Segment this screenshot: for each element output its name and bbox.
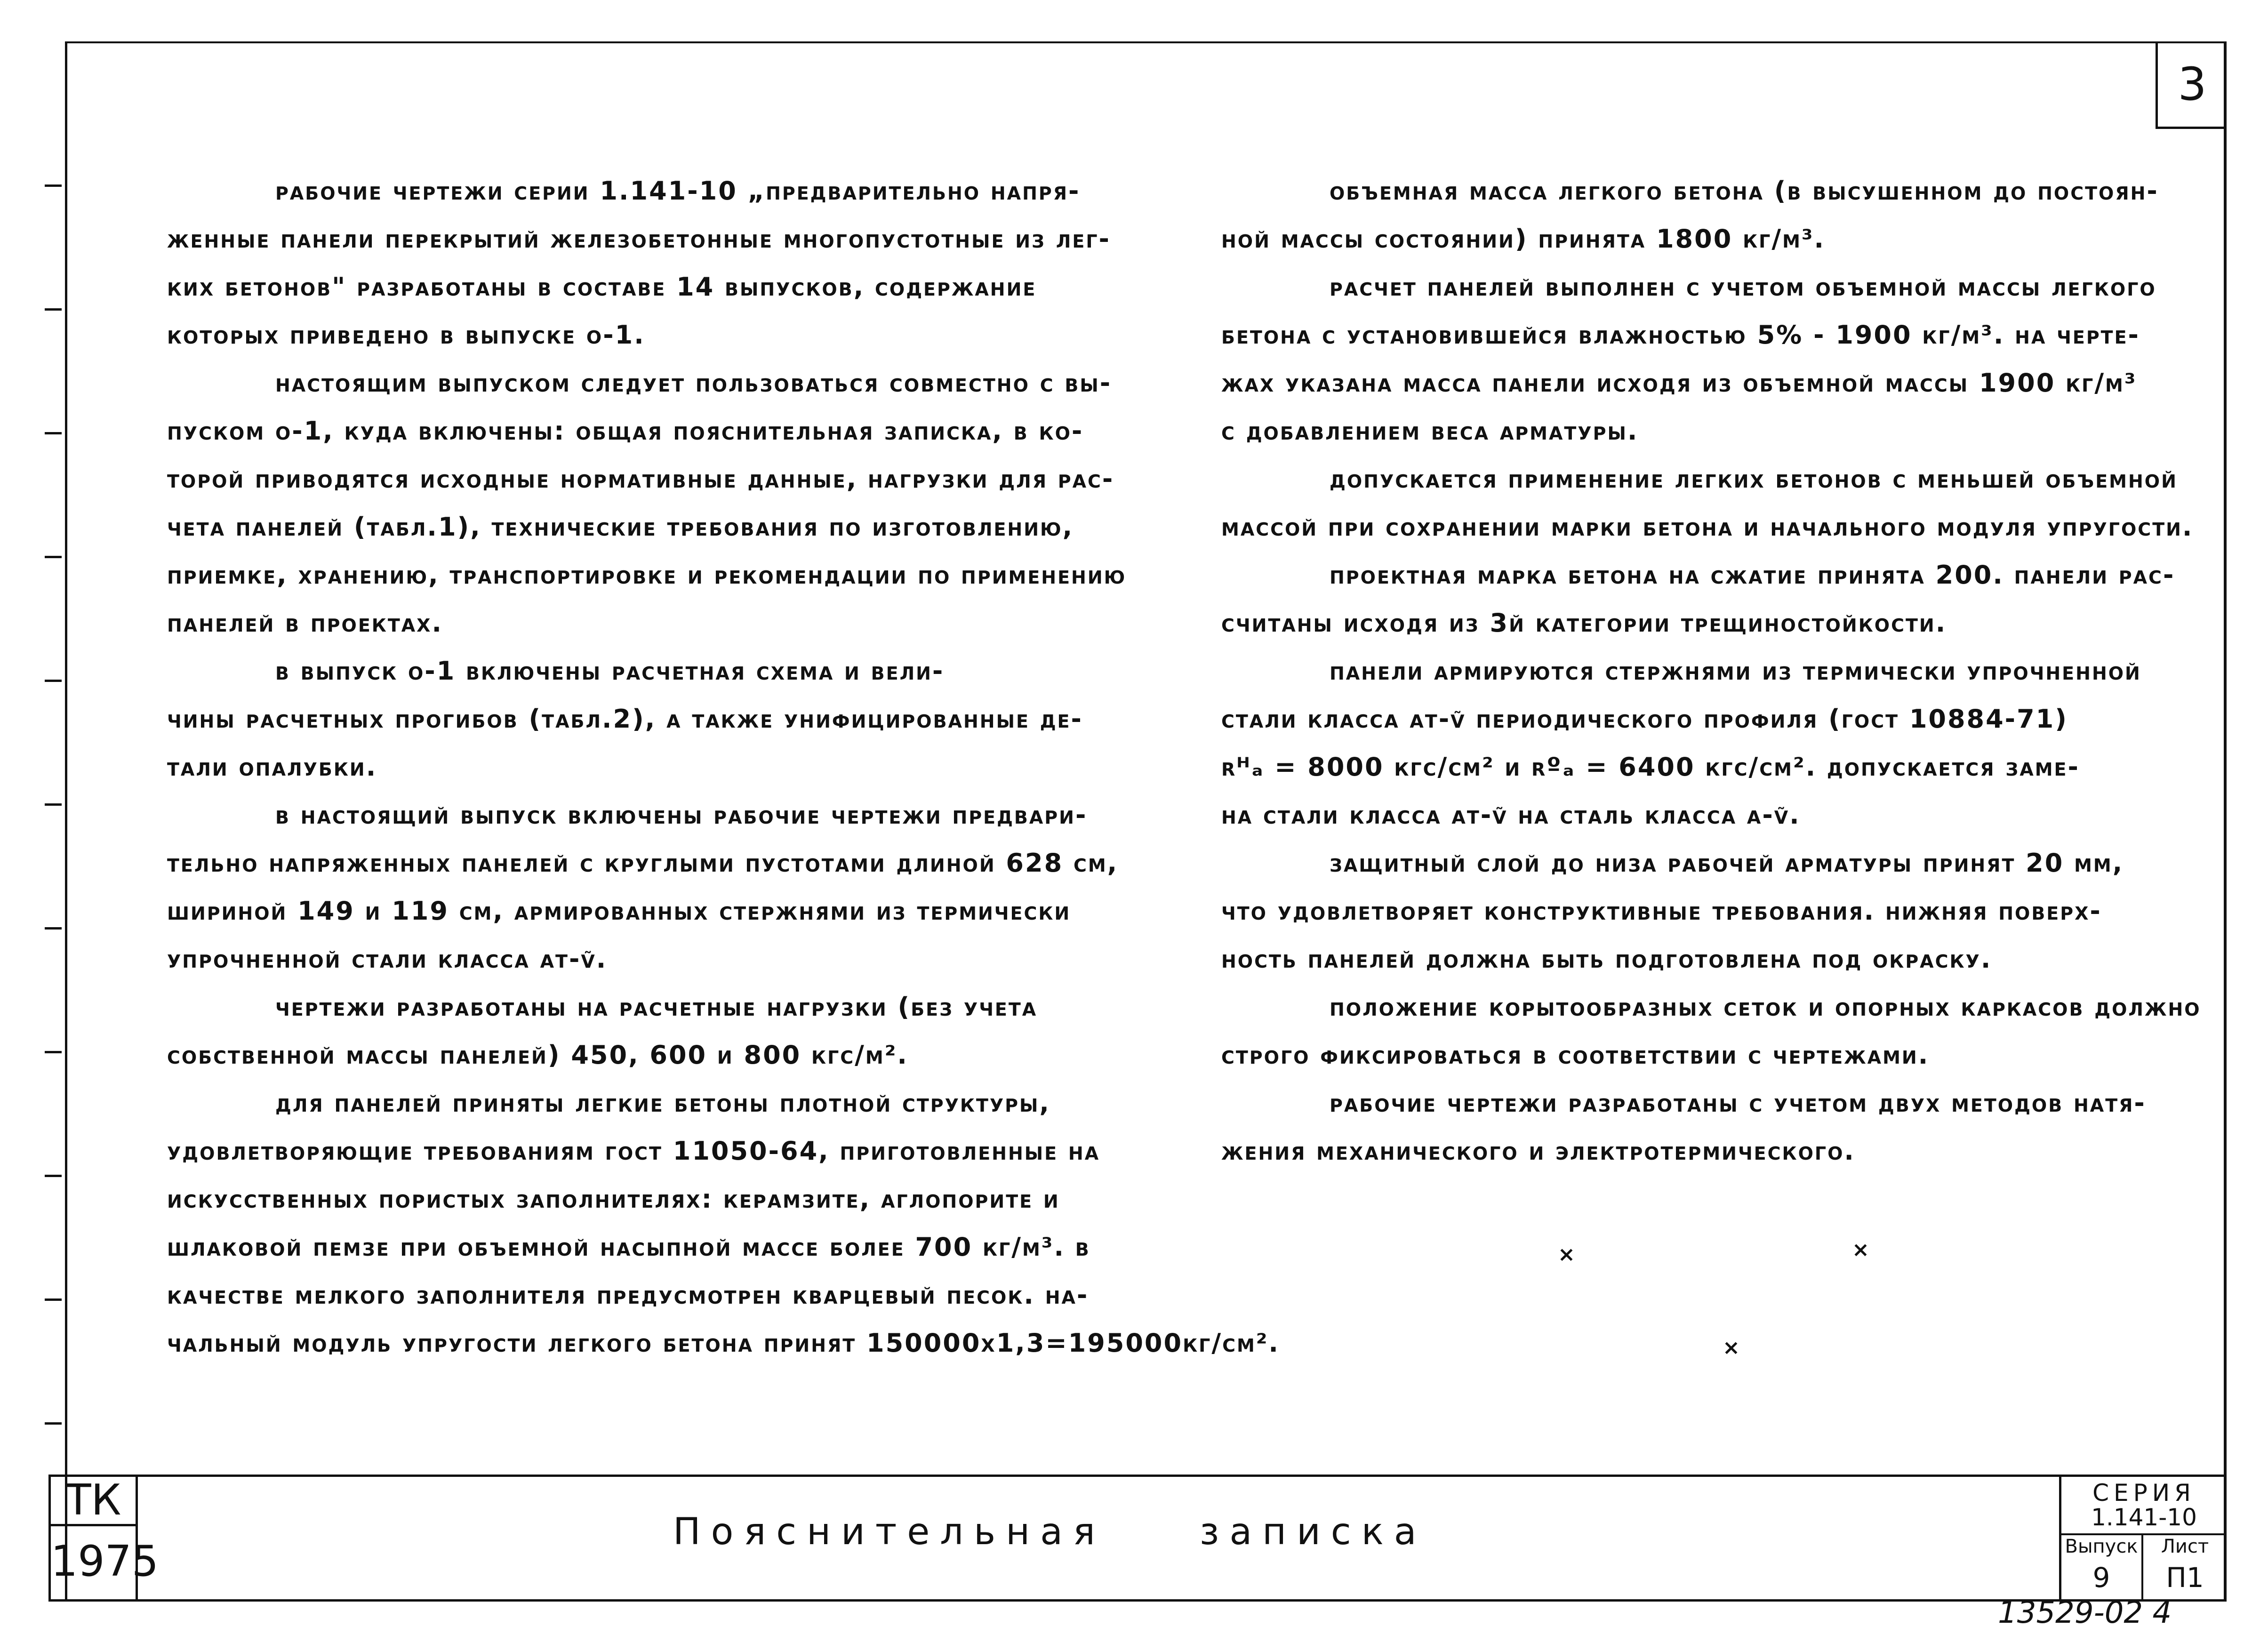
text-line: жения механического и электротермического.	[1221, 1136, 1855, 1166]
issue-value: 9	[2092, 1562, 2110, 1594]
paragraph	[167, 359, 1221, 647]
text-line: что удовлетворяет конструктивные требования. нижняя поверх-	[1221, 896, 2102, 926]
archive-stamp: 13529-02 4	[1998, 1595, 2172, 1630]
text-line: в настоящий выпуск включены рабочие чертежи предвари-	[275, 800, 1088, 830]
document-title-word2: записка	[1199, 1511, 1427, 1553]
paragraph	[1221, 455, 2194, 551]
text-line: рабочие чертежи серии 1.141-10 „предварительно напря-	[275, 176, 1081, 206]
margin-tick	[45, 432, 62, 434]
paragraph	[1221, 263, 2172, 455]
issue-label: Выпуск	[2065, 1536, 2138, 1557]
paragraph	[167, 791, 1221, 983]
text-line: шириной 149 и 119 см, армированных стержнями из термически	[167, 896, 1071, 926]
paragraph	[1221, 167, 2172, 263]
text-line: качестве мелкого заполнителя предусмотрен кварцевый песок. на-	[167, 1280, 1089, 1310]
paragraph	[167, 1079, 1280, 1367]
paragraph	[1221, 647, 2172, 839]
text-line: панелей в проектах.	[167, 608, 443, 638]
text-line: панели армируются стержнями из термически упрочненной	[1330, 656, 2141, 686]
text-line: положение корытообразных сеток и опорных каркасов должно	[1330, 992, 2201, 1022]
left-text-column	[167, 167, 1280, 1367]
text-line: торой приводятся исходные нормативные данные, нагрузки для рас-	[167, 464, 1114, 494]
series-label: СЕРИЯ	[2092, 1479, 2196, 1507]
paragraph	[167, 647, 1221, 791]
text-line: rᴴₐ = 8000 кгс/см² и rºₐ = 6400 кгс/см². допускается заме-	[1221, 752, 2080, 782]
margin-tick	[45, 803, 62, 806]
paragraph	[1221, 551, 2175, 647]
series-code: 1.141-10	[2091, 1504, 2197, 1531]
text-line: упрочненной стали класса ат-ṽ.	[167, 944, 608, 974]
text-line: искусственных пористых заполнителях: керамзите, аглопорите и	[167, 1184, 1060, 1214]
text-line: которых приведено в выпуске о-1.	[167, 320, 645, 350]
divider	[2061, 1533, 2227, 1535]
sheet-number: 3	[2156, 41, 2227, 129]
text-line: тельно напряженных панелей с круглыми пустотами длиной 628 см,	[167, 848, 1119, 878]
text-line: чальный модуль упругости легкого бетона принят 150000х1,3=195000кг/см².	[167, 1328, 1280, 1358]
text-line: с добавлением веса арматуры.	[1221, 416, 1639, 446]
document-title-word1: Пояснительная	[673, 1511, 1106, 1553]
text-line: бетона с установившейся влажностью 5% - 1900 кг/м³. на черте-	[1221, 320, 2140, 350]
text-line: для панелей приняты легкие бетоны плотной структуры,	[275, 1088, 1050, 1118]
text-line: тали опалубки.	[167, 752, 377, 782]
text-line: ких бетонов" разработаны в составе 14 выпусков, содержание	[167, 272, 1037, 302]
text-line: объемная масса легкого бетона (в высушенном до постоян-	[1330, 176, 2159, 206]
text-line: женные панели перекрытий железобетонные многопустотные из лег-	[167, 224, 1111, 254]
paragraph	[167, 167, 1221, 359]
paragraph	[167, 983, 1221, 1079]
margin-tick	[45, 680, 62, 682]
text-line: пуском о-1, куда включены: общая пояснительная записка, в ко-	[167, 416, 1084, 446]
text-line: расчет панелей выполнен с учетом объемной массы легкого	[1330, 272, 2156, 302]
right-text-column	[1221, 167, 2201, 1175]
organization-year: 1975	[51, 1537, 159, 1586]
paragraph	[1221, 983, 2201, 1079]
text-line: ность панелей должна быть подготовлена под окраску.	[1221, 944, 1992, 974]
text-line: ной массы состоянии) принята 1800 кг/м³.	[1221, 224, 1826, 254]
text-line: считаны исходя из 3й категории трещиностойкости.	[1221, 608, 1947, 638]
organization-box	[48, 1475, 159, 1602]
text-line: чета панелей (табл.1), технические требования по изготовлению,	[167, 512, 1074, 542]
sheet-label: Лист	[2161, 1536, 2209, 1557]
text-line: удовлетворяющие требованиям гост 11050-64, приготовленные на	[167, 1136, 1100, 1166]
text-line: стали класса ат-ṽ периодического профиля (гост 10884-71)	[1221, 704, 2068, 734]
margin-tick	[45, 308, 62, 311]
text-line: проектная марка бетона на сжатие принята 200. панели рас-	[1330, 560, 2175, 590]
text-line: жах указана масса панели исходя из объемной массы 1900 кг/м³	[1221, 368, 2137, 398]
text-line: чертежи разработаны на расчетные нагрузки (без учета	[275, 992, 1038, 1022]
text-line: настоящим выпуском следует пользоваться совместно с вы-	[275, 368, 1112, 398]
paragraph	[1221, 1079, 2172, 1175]
sheet-value: П1	[2166, 1562, 2204, 1594]
margin-tick	[45, 556, 62, 558]
text-line: шлаковой пемзе при объемной насыпной массе более 700 кг/м³. в	[167, 1232, 1090, 1262]
text-line: чины расчетных прогибов (табл.2), а также унифицированные де-	[167, 704, 1083, 734]
margin-tick	[45, 1175, 62, 1177]
paragraph	[1221, 839, 2172, 983]
cross-mark: ×	[1558, 1242, 1575, 1266]
text-line: допускается применение легких бетонов с меньшей объемной	[1330, 464, 2178, 494]
cross-mark: ×	[1852, 1238, 1869, 1262]
text-line: приемке, хранению, транспортировке и рекомендации по применению	[167, 560, 1127, 590]
document-title	[673, 1511, 1427, 1553]
margin-tick	[45, 927, 62, 930]
margin-tick	[45, 1422, 62, 1425]
margin-tick	[45, 184, 62, 187]
cross-mark: ×	[1723, 1336, 1740, 1360]
text-line: массой при сохранении марки бетона и начального модуля упругости.	[1221, 512, 2194, 542]
margin-tick	[45, 1298, 62, 1301]
text-line: защитный слой до низа рабочей арматуры принят 20 мм,	[1330, 848, 2124, 878]
text-line: собственной массы панелей) 450, 600 и 800 кгс/м².	[167, 1040, 908, 1070]
series-box	[2059, 1475, 2227, 1602]
margin-tick	[45, 1051, 62, 1053]
text-line: строго фиксироваться в соответствии с чертежами.	[1221, 1040, 1930, 1070]
text-line: в выпуск о-1 включены расчетная схема и вели-	[275, 656, 945, 686]
organization-code: ТК	[51, 1475, 136, 1526]
text-line: на стали класса ат-ṽ на сталь класса а-ṽ.	[1221, 800, 1801, 830]
text-line: рабочие чертежи разработаны с учетом двух методов натя-	[1330, 1088, 2146, 1118]
